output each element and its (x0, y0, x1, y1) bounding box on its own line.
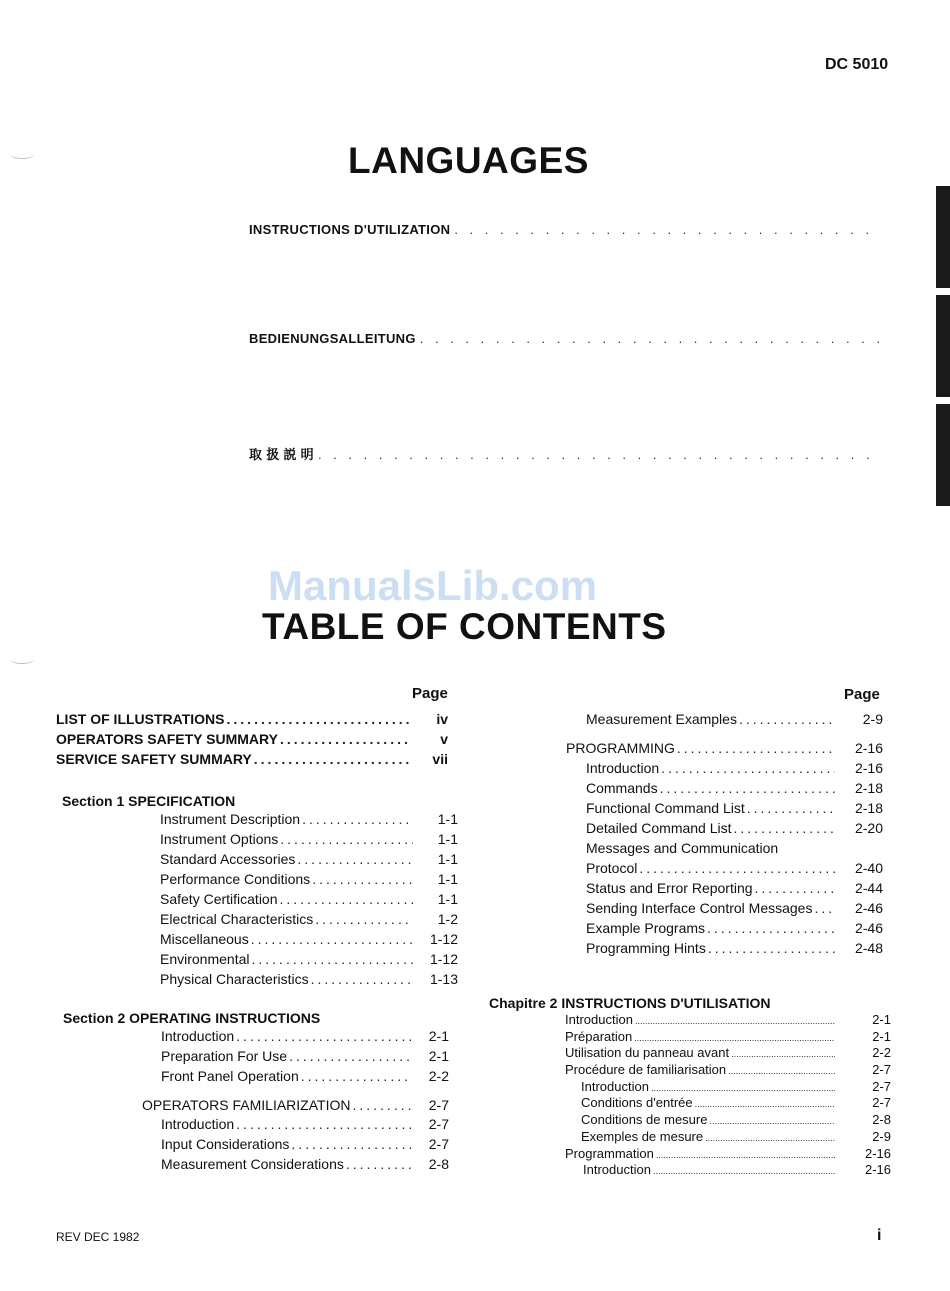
toc-entry[interactable]: Conditions d'entrée ..... 2-7 (565, 1095, 891, 1112)
toc-entry[interactable]: Functional Command List ..... 2-18 (586, 800, 883, 820)
toc-entry[interactable]: Measurement Considerations ..... 2-8 (161, 1156, 449, 1176)
programming-entries (586, 760, 883, 960)
punch-mark (10, 655, 34, 664)
punch-mark (10, 150, 34, 159)
revision-date: REV DEC 1982 (56, 1230, 140, 1244)
toc-entry[interactable]: Example Programs ..... 2-46 (586, 920, 883, 940)
toc-top-entries (56, 711, 448, 771)
toc-entry[interactable]: Standard Accessories ..... 1-1 (160, 851, 458, 871)
language-label: 取 扱 説 明 (249, 447, 314, 462)
toc-entry[interactable]: Procédure de familiarisation ..... 2-7 (565, 1062, 891, 1079)
dot-leader (454, 222, 881, 237)
language-entry (249, 444, 881, 463)
toc-entry[interactable]: Detailed Command List ..... 2-20 (586, 820, 883, 840)
toc-entry[interactable]: Performance Conditions ..... 1-1 (160, 871, 458, 891)
toc-entry[interactable]: Safety Certification ..... 1-1 (160, 891, 458, 911)
page-column-header-right: Page (844, 686, 880, 703)
document-id: DC 5010 (825, 56, 889, 73)
toc-entry[interactable]: Front Panel Operation ..... 2-2 (161, 1068, 449, 1088)
right-first-entry (586, 711, 883, 731)
section-1-heading: Section 1 SPECIFICATION (62, 793, 236, 809)
dot-leader (318, 447, 881, 462)
toc-entry[interactable]: Utilisation du panneau avant ..... 2-2 (565, 1045, 891, 1062)
edge-tab-2 (936, 295, 950, 397)
toc-entry[interactable]: SERVICE SAFETY SUMMARY ..... vii (56, 751, 448, 771)
toc-entry[interactable]: Instrument Description ..... 1-1 (160, 811, 458, 831)
edge-tab-3 (936, 404, 950, 506)
familiarization-heading (142, 1097, 449, 1117)
dot-leader (420, 331, 881, 346)
page-column-header-left: Page (412, 685, 448, 702)
language-label: INSTRUCTIONS D'UTILIZATION (249, 222, 451, 237)
toc-entry[interactable]: Introduction ..... 2-16 (565, 1162, 891, 1179)
language-label: BEDIENUNGSALLEITUNG (249, 331, 416, 346)
toc-entry[interactable]: Environmental ..... 1-12 (160, 951, 458, 971)
toc-entry[interactable]: Introduction ..... 2-16 (586, 760, 883, 780)
toc-entry[interactable]: Introduction ..... 2-1 (565, 1012, 891, 1029)
toc-entry[interactable]: Exemples de mesure ..... 2-9 (565, 1129, 891, 1146)
toc-entry[interactable]: Input Considerations ..... 2-7 (161, 1136, 449, 1156)
section-2-entries (161, 1028, 449, 1088)
toc-entry[interactable]: LIST OF ILLUSTRATIONS ..... iv (56, 711, 448, 731)
toc-entry[interactable]: Preparation For Use ..... 2-1 (161, 1048, 449, 1068)
toc-entry[interactable]: Sending Interface Control Messages ..... 2-46 (586, 900, 883, 920)
language-entry (249, 222, 881, 237)
programming-heading (566, 740, 883, 760)
toc-entry[interactable]: Electrical Characteristics ..... 1-2 (160, 911, 458, 931)
section-2-heading: Section 2 OPERATING INSTRUCTIONS (63, 1010, 321, 1026)
toc-entry[interactable]: Status and Error Reporting ..... 2-44 (586, 880, 883, 900)
toc-entry[interactable]: Instrument Options ..... 1-1 (160, 831, 458, 851)
familiarization-entries (161, 1116, 449, 1176)
toc-entry[interactable]: Commands ..... 2-18 (586, 780, 883, 800)
toc-entry[interactable]: Programming Hints ..... 2-48 (586, 940, 883, 960)
section-1-entries (160, 811, 458, 991)
toc-title: TABLE OF CONTENTS (262, 606, 667, 647)
watermark: ManualsLib.com (268, 562, 598, 609)
page-number: i (877, 1227, 882, 1244)
chapitre-2-heading: Chapitre 2 INSTRUCTIONS D'UTILISATION (489, 995, 771, 1011)
toc-entry[interactable]: PROGRAMMING ..... 2-16 (566, 740, 883, 760)
language-entry (249, 331, 881, 346)
toc-entry[interactable]: Introduction ..... 2-7 (161, 1116, 449, 1136)
toc-entry[interactable]: Introduction ..... 2-1 (161, 1028, 449, 1048)
toc-entry[interactable]: OPERATORS FAMILIARIZATION ..... 2-7 (142, 1097, 449, 1117)
toc-entry-continued: Messages and Communication (586, 840, 779, 856)
toc-entry[interactable]: Programmation ..... 2-16 (565, 1146, 891, 1163)
toc-entry[interactable]: Préparation ..... 2-1 (565, 1029, 891, 1046)
toc-entry[interactable]: Miscellaneous ..... 1-12 (160, 931, 458, 951)
toc-entry[interactable]: Introduction ..... 2-7 (565, 1079, 891, 1096)
toc-entry[interactable]: Protocol ..... 2-40 (586, 860, 883, 880)
chapitre-2-entries (565, 1012, 891, 1179)
edge-tab-1 (936, 186, 950, 288)
toc-entry[interactable]: OPERATORS SAFETY SUMMARY ..... v (56, 731, 448, 751)
toc-entry[interactable]: Physical Characteristics ..... 1-13 (160, 971, 458, 991)
languages-title: LANGUAGES (348, 140, 589, 181)
toc-entry[interactable]: Conditions de mesure ..... 2-8 (565, 1112, 891, 1129)
toc-entry[interactable]: Measurement Examples ..... 2-9 (586, 711, 883, 731)
